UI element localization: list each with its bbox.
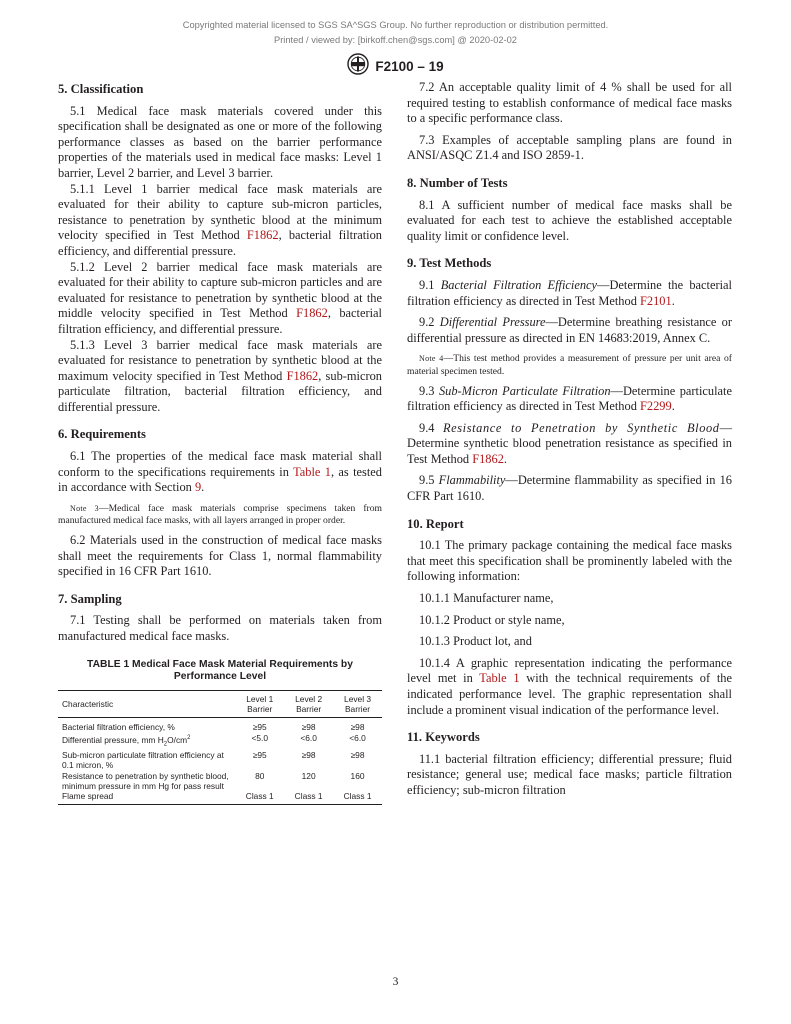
- ref-f2299-link[interactable]: F2299: [640, 399, 672, 414]
- page-number: 3: [392, 976, 399, 988]
- ref-f2101-link[interactable]: F2101: [640, 293, 672, 308]
- para-6-1: 6.1 The properties of the medical face mask material shall conform to the specifications requirements in Table 1, as tested in accordance with Section 9.: [58, 449, 382, 495]
- ref-table-1-link[interactable]: Table 1: [293, 464, 331, 479]
- para-9-4: 9.4 Resistance to Penetration by Synthetic Blood—Determine synthetic blood penetration resistance as specified in Test Method F1862.: [407, 420, 732, 466]
- section-8-heading: 8. Number of Tests: [407, 175, 508, 190]
- left-column: [58, 80, 382, 805]
- table-header-cell: Level 1 Barrier: [235, 690, 284, 718]
- para-10-1-1: 10.1.1 Manufacturer name,: [419, 591, 554, 606]
- table-cell: Flame spread: [58, 791, 235, 804]
- ref-table-1-link[interactable]: Table 1: [479, 671, 520, 686]
- para-9-3: 9.3 Sub-Micron Particulate Filtration—Determine particulate filtration efficiency as directed in Test Method F2299.: [407, 383, 732, 414]
- para-7-3: 7.3 Examples of acceptable sampling plans are found in ANSI/ASQC Z1.4 and ISO 2859-1.: [407, 132, 732, 163]
- table-cell: <6.0: [349, 732, 366, 743]
- table-caption: TABLE 1 Medical Face Mask Material Requirements by Performance Level: [87, 658, 353, 683]
- astm-logo-icon: [347, 53, 369, 80]
- para-11-1: 11.1 bacterial filtration efficiency; differential pressure; fluid resistance; general use; medical face masks; particle filtration efficiency; sub-micron filtration: [407, 751, 732, 797]
- ref-f1862-link[interactable]: F1862: [296, 306, 328, 321]
- table-header-cell: Level 3 Barrier: [333, 690, 382, 718]
- section-7-heading: 7. Sampling: [58, 591, 122, 606]
- section-6-heading: 6. Requirements: [58, 427, 146, 442]
- copyright-notice: [0, 18, 791, 48]
- table-cell: Differential pressure, mm $H_2O/cm^2$: [62, 734, 191, 748]
- table-cell: ≥98: [350, 749, 365, 760]
- table-cell: ≥98: [301, 749, 316, 760]
- table-1: [58, 659, 382, 805]
- table-cell: ≥95: [252, 722, 267, 733]
- table-header-cell: Characteristic: [58, 690, 235, 718]
- ref-section-9-link[interactable]: 9: [194, 480, 202, 495]
- table-cell: 80: [255, 770, 265, 781]
- table-cell: <5.0: [251, 732, 269, 743]
- para-6-2: 6.2 Materials used in the construction of medical face masks shall meet the requirements for Class 1, normal flammability specified in 16 CFR Part 1610.: [58, 533, 382, 579]
- section-9-heading: 9. Test Methods: [407, 256, 492, 271]
- table-row: [58, 718, 382, 733]
- para-8-1: 8.1 A sufficient number of medical face masks shall be evaluated for each test to achieve the established acceptable quality limit or confidence level.: [407, 197, 732, 243]
- table-cell: <6.0: [300, 732, 317, 743]
- table-cell: Bacterial filtration efficiency, %: [62, 722, 175, 733]
- table-cell: Class 1: [284, 791, 333, 804]
- para-9-5: 9.5 Flammability—Determine flammability as specified in 16 CFR Part 1610.: [407, 473, 732, 504]
- table-cell: Class 1: [333, 791, 382, 804]
- table-cell: ≥98: [301, 722, 316, 733]
- para-5-1: 5.1 Medical face mask materials covered under this specification shall be designated as one or more of the following performance classes as based on the barrier performance properties of the materials used in medical face masks: Level 1 barrier, Level 2 barrier, and Level 3 barrier.: [58, 103, 382, 180]
- table-cell: Sub-micron particulate filtration efficiency at 0.1 micron, %: [62, 749, 224, 771]
- ref-f1862-link[interactable]: F1862: [246, 228, 279, 243]
- para-5-1-3: 5.1.3 Level 3 barrier medical face mask materials are evaluated for resistance to penetration by synthetic blood at the maximum velocity specified in Test Method F1862, sub-micron particulate filtration, bacterial filtration efficiency, and differential pressure.: [58, 337, 382, 414]
- copyright-line-2: Printed / viewed by: [birkoff.chen@sgs.com] @ 2020-02-02: [274, 35, 517, 45]
- document-header: [0, 53, 791, 80]
- note-label: Note 3: [70, 503, 99, 513]
- ref-f1862-link[interactable]: F1862: [472, 451, 504, 466]
- table-cell: 120: [301, 770, 316, 781]
- para-5-1-2: 5.1.2 Level 2 barrier medical face mask materials are evaluated for their ability to capture sub-micron particles and are evaluated for resistance to penetration by synthetic blood at the middle velocity specified in Test Method F1862, bacterial filtration efficiency, and differential pressure.: [58, 259, 382, 336]
- table-row: [58, 791, 382, 804]
- section-10-heading: 10. Report: [407, 516, 464, 531]
- table-cell: 160: [350, 770, 365, 781]
- para-9-1: 9.1 Bacterial Filtration Efficiency—Determine the bacterial filtration efficiency as directed in Test Method F2101.: [407, 277, 732, 308]
- ref-f1862-link[interactable]: F1862: [286, 368, 319, 383]
- para-9-2: 9.2 Differential Pressure—Determine breathing resistance or differential pressure as directed in EN 14683:2019, Annex C.: [407, 315, 732, 345]
- requirements-table: [58, 690, 382, 805]
- para-10-1-3: 10.1.3 Product lot, and: [419, 634, 532, 649]
- para-10-1-4: 10.1.4 A graphic representation indicating the performance level met in Table 1 with the technical requirements of the indicated performance level. The graphic representation shall include a prominent visual indication of the performance level.: [407, 655, 732, 717]
- table-cell: ≥98: [350, 722, 365, 733]
- table-cell: ≥95: [252, 749, 267, 760]
- table-row: [58, 771, 382, 792]
- copyright-line-1: Copyrighted material licensed to SGS SA^SGS Group. No further reproduction or distribution permitted.: [182, 20, 609, 30]
- section-5-heading: 5. Classification: [58, 82, 144, 96]
- note-4: Note 4—This test method provides a measurement of pressure per unit area of material specimen tested.: [407, 353, 732, 377]
- table-row: [58, 750, 382, 771]
- right-column: [407, 80, 732, 799]
- document-designation: F2100 – 19: [375, 59, 444, 74]
- para-10-1: 10.1 The primary package containing the medical face masks that meet this specification shall be prominently labeled with the following information:: [407, 538, 732, 584]
- table-cell: Resistance to penetration by synthetic blood, minimum pressure in mm Hg for pass result: [62, 770, 229, 791]
- para-5-1-1: 5.1.1 Level 1 barrier medical face mask materials are evaluated for their ability to capture sub-micron particles, resistance to penetration by synthetic blood at the minimum velocity specified in Test Method F1862, bacterial filtration efficiency, and differential pressure.: [58, 181, 382, 258]
- note-3: Note 3—Medical face mask materials comprise specimens taken from manufactured medical face masks, with all layers arranged in proper order.: [58, 502, 382, 527]
- section-11-heading: 11. Keywords: [407, 730, 480, 745]
- para-7-1: 7.1 Testing shall be performed on materials taken from manufactured medical face masks.: [58, 613, 382, 643]
- table-header-row: [58, 690, 382, 718]
- para-7-2: 7.2 An acceptable quality limit of 4 % shall be used for all required testing to establish conformance of medical face masks to a specific performance class.: [407, 80, 732, 126]
- para-10-1-2: 10.1.2 Product or style name,: [419, 612, 565, 627]
- note-label: Note 4: [419, 354, 444, 364]
- table-header-cell: Level 2 Barrier: [284, 690, 333, 718]
- table-row: [58, 733, 382, 750]
- table-cell: Class 1: [235, 791, 284, 804]
